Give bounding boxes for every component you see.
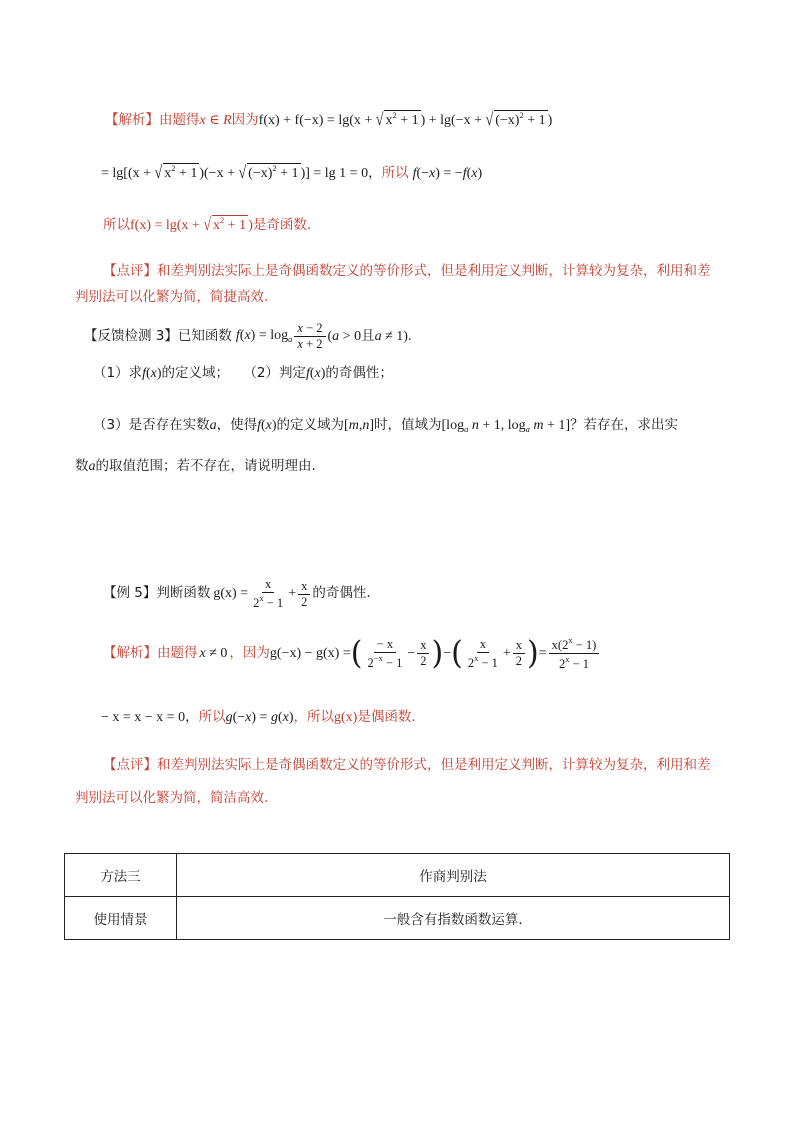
analysis1-so: 所以 <box>381 165 409 181</box>
example5-plus: + <box>288 586 297 602</box>
analysis2-frac-b: $\frac{x}{2}$ <box>417 639 429 668</box>
table-cell-value: 作商判别法 <box>177 854 730 897</box>
q3-fx: f(x) <box>257 418 277 433</box>
feedback3-line <box>84 322 411 351</box>
example5-expr: g(x) = <box>213 586 249 602</box>
table-cell-key: 方法三 <box>65 854 177 897</box>
analysis2-tail: 是偶函数. <box>357 709 416 725</box>
comment1-text2: 判别法可以化繁为简，简捷高效. <box>75 289 269 305</box>
q2-tail: 的奇偶性； <box>325 365 393 381</box>
analysis1-lead: 由题得 <box>159 112 200 128</box>
analysis2-frac-a: $\frac{- x}{2^{-x} - 1}$ <box>367 636 403 670</box>
feedback3-function: $f(x) = \log_a$ <box>235 328 293 345</box>
left-paren-2: ( <box>451 634 463 672</box>
q3-text2: ，使得 <box>216 417 258 433</box>
comment2-label: 【点评】 <box>103 757 157 773</box>
comment2-line2 <box>75 792 268 806</box>
right-paren-1: ) <box>431 634 444 672</box>
analysis1-cond: x ∈ R <box>199 113 232 128</box>
analysis2-so2: ，所以 <box>293 709 334 725</box>
q2-fx: f(x) <box>305 366 326 381</box>
analysis2-line2 <box>101 711 416 725</box>
q3-a: a <box>209 418 217 433</box>
comment1-line1 <box>103 265 711 279</box>
table-row <box>65 897 730 940</box>
analysis2-frac-d: $\frac{x}{2}$ <box>513 639 525 668</box>
q3-number: （3） <box>93 417 129 433</box>
comment2-text1: 和差判别法实际上是奇偶函数定义的等价形式，但是利用定义判断，计算较为复杂，利用和差 <box>157 757 711 773</box>
analysis2-line1 <box>103 636 601 671</box>
table-row <box>65 854 730 897</box>
analysis1-expr-line2: = lg[(x + √ $x^2 + 1$ )(−x + √ $(-x)^2 + 1$ )] = lg 1 = 0 <box>101 163 369 183</box>
q3-line2-var: a <box>88 459 96 474</box>
analysis1-comma: ， <box>368 165 382 181</box>
feedback3-condition-b: a ≠ 1) <box>374 328 408 344</box>
feedback3-condition: (a > 0 <box>327 328 362 344</box>
analysis2-lead: 由题得 <box>157 644 198 661</box>
analysis2-label: 【解析】 <box>103 644 157 661</box>
equals-sign: = <box>538 645 547 661</box>
q3-range: [$\log_a$ n + 1, $\log_a m + 1$] <box>441 418 571 434</box>
minus-sign-2: − <box>443 645 452 661</box>
example5-frac2: $\frac{x}{2}$ <box>298 580 310 609</box>
example5-tail: 的奇偶性. <box>312 585 371 602</box>
comment-label: 【点评】 <box>103 263 157 279</box>
left-paren-1: ( <box>350 634 363 672</box>
analysis2-gx: g(x) <box>334 710 358 725</box>
analysis1-so2: 所以 <box>103 217 130 233</box>
analysis1-expr-line1: f(x) + f(−x) = lg(x + √ $x^2 + 1$ ) + lg(−x + √ $(-x)^2 + 1$ ) <box>258 110 553 130</box>
analysis-label: 【解析】 <box>105 112 159 128</box>
q3-text1: 是否存在实数 <box>128 417 210 433</box>
feedback3-lead: 已知函数 <box>177 327 232 344</box>
table-cell-value: 一般含有指数函数运算. <box>177 897 730 940</box>
analysis2-so1: 所以 <box>198 709 226 725</box>
analysis1-result: f(−x) = −f(x) <box>412 166 483 181</box>
q1-fx: f(x) <box>142 366 162 381</box>
feedback3-q1q2 <box>93 367 393 381</box>
analysis1-expr-line3: f(x) = lg(x + √ $x^2 + 1$ ) <box>130 215 253 235</box>
table-cell-key: 使用情景 <box>65 897 177 940</box>
q2-number: （2） <box>243 365 279 381</box>
analysis2-eq: g(−x) = g(x) <box>225 710 294 725</box>
q3-interval: [m,n] <box>344 418 375 433</box>
comment2-line1 <box>103 759 711 773</box>
plus-sign: + <box>502 645 511 661</box>
analysis2-cond: x ≠ 0 <box>199 645 228 661</box>
analysis1-tail: 是奇函数. <box>252 217 312 233</box>
method-table <box>64 853 730 940</box>
feedback3-label: 【反馈检测 3】 <box>84 327 178 344</box>
q3-text3: 的定义域为 <box>276 417 345 433</box>
feedback3-q3-line1 <box>93 419 678 434</box>
analysis2-frac-e: $\frac{x(2^x - 1)}{2^x - 1}$ <box>549 636 600 671</box>
feedback3-period: . <box>407 328 412 344</box>
right-paren-2: ) <box>527 634 539 672</box>
example5-lead: 判断函数 <box>156 585 211 602</box>
analysis2-comma: ， <box>185 709 199 725</box>
q1-text: 求 <box>128 365 143 381</box>
q1-number: （1） <box>93 365 129 381</box>
feedback3-cond-and: 且 <box>361 327 375 344</box>
analysis2-because: ，因为 <box>229 644 270 661</box>
analysis2-expr-line2: − x = x − x = 0 <box>101 710 186 725</box>
q1-tail: 的定义域； <box>161 365 230 381</box>
q3-line2-prefix: 数 <box>75 458 89 474</box>
q3-text4: 时，值域为 <box>374 417 442 433</box>
analysis1-line3 <box>103 215 311 233</box>
feedback3-fraction: $\frac{x - 2}{x + 2}$ <box>294 322 325 351</box>
analysis1-line1 <box>105 110 552 128</box>
analysis1-because: 因为 <box>231 112 259 128</box>
example5-line <box>103 578 371 610</box>
analysis2-expr: g(−x) − g(x) = <box>269 645 351 661</box>
q3-text5: ？若存在，求出实 <box>570 417 679 433</box>
minus-sign-1: − <box>407 645 416 661</box>
analysis2-frac-c: $\frac{x}{2^x - 1}$ <box>467 636 498 670</box>
comment1-line2 <box>75 291 268 305</box>
q3-line2-text: 的取值范围；若不存在，请说明理由. <box>95 458 316 474</box>
comment2-text2: 判别法可以化繁为简，简洁高效. <box>75 790 269 806</box>
analysis1-line2 <box>101 163 482 181</box>
comment1-text1: 和差判别法实际上是奇偶函数定义的等价形式，但是利用定义判断，计算较为复杂，利用和差 <box>157 263 711 279</box>
example5-label: 【例 5】 <box>103 585 157 602</box>
example5-frac1: $\frac{x}{2^x - 1}$ <box>253 577 284 611</box>
feedback3-q3-line2 <box>75 460 316 474</box>
q2-text: 判定 <box>278 365 306 381</box>
